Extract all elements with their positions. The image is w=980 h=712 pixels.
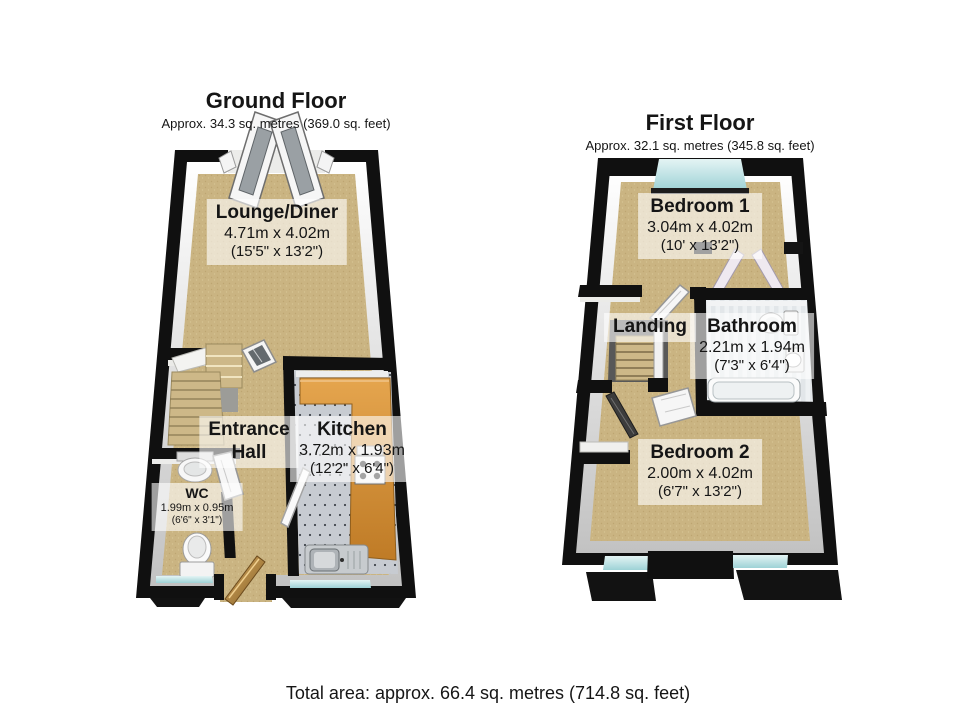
front-door-frame-right xyxy=(266,574,276,600)
bathroom-wall-top-face xyxy=(708,301,806,306)
bedroom2-window-right xyxy=(733,555,788,568)
bedroom1-metric-dims: 3.04m x 4.02m xyxy=(647,219,753,236)
bathroom-wall-top xyxy=(694,288,809,300)
bedroom2-divider-wall xyxy=(576,380,612,393)
lounge-diner-label xyxy=(207,199,347,265)
wc-imperial-dims: (6'6" x 3'1") xyxy=(171,515,223,526)
kitchen-imperial-dims: (12'2" x 6'4") xyxy=(310,460,394,477)
kitchen-label xyxy=(290,416,414,482)
ground-floor-title: Ground Floor xyxy=(205,88,347,113)
bedroom2-divider-stub xyxy=(648,378,668,392)
first-floor-title: First Floor xyxy=(645,110,755,135)
bedroom1-divider-wall xyxy=(578,285,642,297)
bedroom1-divider-face xyxy=(580,297,640,302)
wc-toilet xyxy=(180,533,214,577)
ground-floor-area: Approx. 34.3 sq. metres (369.0 sq. feet) xyxy=(161,116,391,131)
kitchen-wall-top-face xyxy=(296,371,388,377)
bathroom-name: Bathroom xyxy=(707,316,797,337)
front-door-frame-left xyxy=(214,574,224,600)
wc-label xyxy=(152,483,243,531)
ground-floor-plan xyxy=(136,112,416,608)
kitchen-metric-dims: 3.72m x 1.93m xyxy=(299,442,405,459)
bathroom-imperial-dims: (7'3" x 6'4") xyxy=(714,357,790,374)
kitchen-sink xyxy=(305,545,368,574)
first-floor-area: Approx. 32.1 sq. metres (345.8 sq. feet) xyxy=(585,138,815,153)
total-area-footer: Total area: approx. 66.4 sq. metres (714.8 sq. feet) xyxy=(285,683,691,703)
stair-shadow xyxy=(220,388,238,412)
bathroom-label xyxy=(690,313,814,379)
bedroom2-label xyxy=(638,439,762,505)
landing-name: Landing xyxy=(613,316,687,337)
kitchen-window xyxy=(290,580,371,588)
porch-step-left xyxy=(150,598,205,607)
kitchen-name: Kitchen xyxy=(317,419,387,440)
porch-step-right xyxy=(282,598,406,608)
wc-window xyxy=(156,576,213,583)
bedroom1-imperial-dims: (10' x 13'2") xyxy=(660,237,740,254)
wc-name: WC xyxy=(185,485,209,501)
bedroom2-wall-nook xyxy=(578,442,630,464)
porch-step-left xyxy=(586,572,656,601)
bedroom1-label xyxy=(638,193,762,259)
porch-step-right xyxy=(736,570,842,600)
wc-metric-dims: 1.99m x 0.95m xyxy=(160,502,234,514)
bedroom2-imperial-dims: (6'7" x 13'2") xyxy=(658,483,742,500)
bathtub xyxy=(708,378,800,402)
entrance-hall-label xyxy=(199,416,298,468)
kitchen-wall-top xyxy=(283,356,392,370)
lounge-diner-name: Lounge/Diner xyxy=(215,202,339,223)
bedroom1-name: Bedroom 1 xyxy=(650,196,750,217)
entrance-hall-name-line1: Entrance xyxy=(208,419,290,440)
bedroom2-metric-dims: 2.00m x 4.02m xyxy=(647,465,753,482)
entrance-hall-name-line2: Hall xyxy=(231,442,267,463)
bedroom2-window-left xyxy=(603,556,648,570)
bedroom2-name: Bedroom 2 xyxy=(650,442,750,463)
lounge-diner-imperial-dims: (15'5" x 13'2") xyxy=(230,243,324,260)
bathroom-metric-dims: 2.21m x 1.94m xyxy=(699,339,805,356)
bedroom1-window xyxy=(653,159,747,190)
bottom-wall-pier xyxy=(647,551,734,579)
lounge-diner-metric-dims: 4.71m x 4.02m xyxy=(224,225,330,242)
landing-label xyxy=(604,313,696,342)
